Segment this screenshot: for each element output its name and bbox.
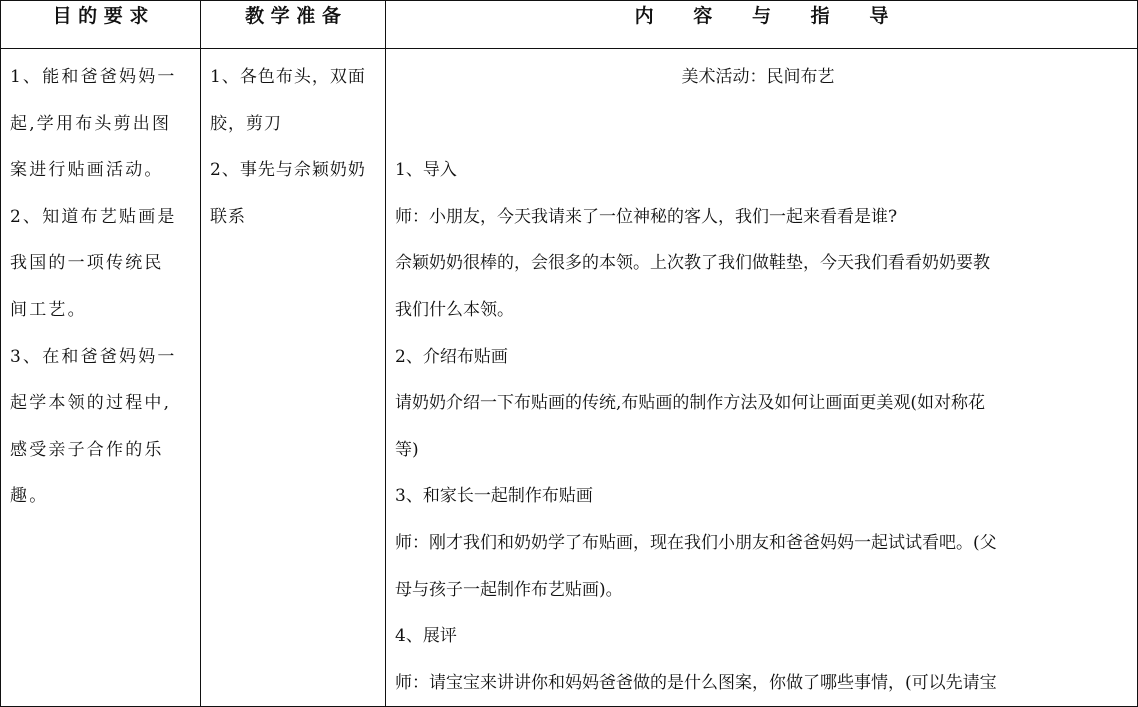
content-line: 母与孩子一起制作布艺贴画)。: [395, 579, 623, 600]
content-line: 2、介绍布贴画: [395, 346, 508, 367]
content-line: 1、导入: [395, 160, 457, 181]
body-row: [1, 49, 1138, 707]
content-line: 师：小朋友，今天我请来了一位神秘的客人，我们一起来看看是谁?: [395, 206, 898, 227]
content-line: 我们什么本领。: [395, 299, 514, 320]
content-line: 3、和家长一起制作布贴画: [395, 486, 593, 507]
objective-line: 起学本领的过程中,: [10, 393, 172, 414]
content-line: 等): [395, 439, 419, 460]
content-line: 请奶奶介绍一下布贴画的传统,布贴画的制作方法及如何让画面更美观(如对称花: [395, 393, 986, 414]
activity-title: 美术活动：民间布艺: [681, 67, 835, 87]
preparation-cell: [201, 49, 386, 707]
objective-line: 案进行贴画活动。: [10, 160, 164, 181]
content-list: [386, 49, 1137, 706]
objective-line: 我国的一项传统民: [10, 253, 164, 274]
header-objectives: 目 的 要 求: [1, 1, 201, 49]
preparation-list: [201, 49, 385, 240]
content-line: 佘颖奶奶很棒的，会很多的本领。上次教了我们做鞋垫，今天我们看看奶奶要教: [395, 253, 990, 274]
objective-line: 趣。: [10, 486, 49, 507]
preparation-line: 1、各色布头，双面: [210, 67, 366, 87]
content-line: [395, 101, 1133, 148]
preparation-line: 胶，剪刀: [210, 113, 282, 134]
header-content-guidance: 内 容 与 指 导: [386, 1, 1138, 49]
header-preparation: 教 学 准 备: [201, 1, 386, 49]
preparation-line: 2、事先与佘颖奶奶: [210, 160, 366, 181]
objectives-cell: [1, 49, 201, 707]
content-cell: [386, 49, 1138, 707]
content-line: 师：请宝宝来讲讲你和妈妈爸爸做的是什么图案，你做了哪些事情，(可以先请宝: [395, 672, 997, 693]
content-line: 4、展评: [395, 626, 457, 647]
preparation-line: 联系: [210, 206, 246, 227]
objectives-list: [1, 49, 200, 520]
objective-line: 起,学用布头剪出图: [10, 113, 172, 134]
objective-line: 感受亲子合作的乐: [10, 439, 164, 460]
header-row: [1, 1, 1138, 49]
content-line: 师：刚才我们和奶奶学了布贴画，现在我们小朋友和爸爸妈妈一起试试看吧。(父: [395, 532, 997, 553]
objective-line: 间工艺。: [10, 299, 87, 320]
objective-line: 3、在和爸爸妈妈一: [10, 346, 177, 367]
objective-line: 2、知道布艺贴画是: [10, 206, 177, 227]
objective-line: 1、能和爸爸妈妈一: [10, 67, 177, 87]
